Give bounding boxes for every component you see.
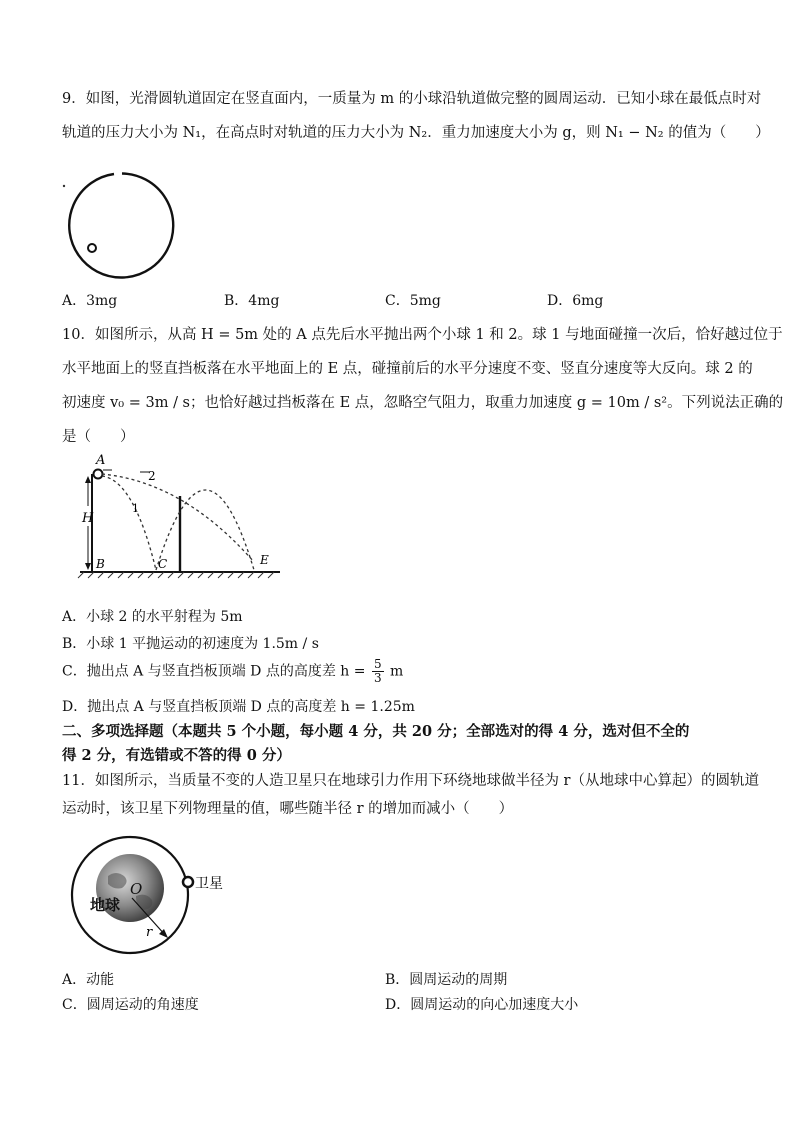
q9-circle-track-figure (62, 168, 192, 280)
q10-line-3: 初速度 v₀ = 3m / s；也恰好越过挡板落在 E 点，忽略空气阻力，取重力加速度 g = 10m / s²。下列说法正确的 (62, 395, 784, 411)
q9-option-c[interactable]: C．5mg (385, 293, 441, 309)
q11-option-d[interactable]: D．圆周运动的向心加速度大小 (385, 997, 579, 1013)
q11-satellite-orbit-figure (62, 832, 242, 958)
ball-icon (88, 244, 96, 252)
question-9 (62, 82, 770, 150)
label-C: C (158, 557, 168, 571)
section-2-heading (62, 720, 742, 768)
q9-option-b[interactable]: B．4mg (224, 293, 280, 309)
label-O: O (130, 880, 143, 898)
q10-option-c-unit: m (390, 663, 404, 680)
label-satellite: 卫星 (195, 876, 223, 892)
question-11 (62, 764, 759, 826)
q11-line-1: 11．如图所示，当质量不变的人造卫星只在地球引力作用下环绕地球做半径为 r（从地球中心算起）的圆轨道 (62, 773, 759, 789)
q11-option-b[interactable]: B．圆周运动的周期 (385, 972, 508, 988)
q9-option-d[interactable]: D．6mg (547, 293, 604, 309)
fraction-numerator: 5 (373, 657, 382, 671)
label-B: B (96, 557, 105, 571)
satellite-icon (183, 877, 193, 887)
q9-line-2: 轨道的压力大小为 N₁，在高点时对轨道的压力大小为 N₂．重力加速度大小为 g，则 N₁ − N₂ 的值为（ ） (62, 125, 770, 141)
q11-line-2: 运动时，该卫星下列物理量的值，哪些随半径 r 的增加而减小（ ） (62, 801, 514, 817)
q10-option-c[interactable] (62, 658, 403, 685)
q10-option-a[interactable]: A．小球 2 的水平射程为 5m (62, 609, 243, 625)
q10-projectile-figure (74, 450, 284, 580)
q10-option-c-text: C．抛出点 A 与竖直挡板顶端 D 点的高度差 h = (62, 663, 366, 680)
q9-line-1: 9．如图，光滑圆轨道固定在竖直面内，一质量为 m 的小球沿轨道做完整的圆周运动．已知小球在最低点时对 (62, 91, 762, 107)
q10-option-d[interactable]: D．抛出点 A 与竖直挡板顶端 D 点的高度差 h = 1.25m (62, 699, 415, 715)
label-E: E (260, 553, 269, 567)
section-2-line-2: 得 2 分，有选错或不答的得 0 分） (62, 747, 291, 764)
q9-option-a[interactable]: A．3mg (62, 293, 118, 309)
label-r: r (146, 925, 153, 940)
q10-line-1: 10．如图所示，从高 H = 5m 处的 A 点先后水平抛出两个小球 1 和 2。球 1 与地面碰撞一次后，恰好越过位于 (62, 327, 783, 343)
label-A: A (96, 453, 106, 468)
q11-option-c[interactable]: C．圆周运动的角速度 (62, 997, 199, 1013)
q10-line-2: 水平地面上的竖直挡板落在水平地面上的 E 点，碰撞前后的水平分速度不变、竖直分速度等大反向。球 2 的 (62, 361, 753, 377)
fraction-denominator: 3 (373, 671, 382, 685)
question-10 (62, 318, 784, 454)
q11-option-a[interactable]: A．动能 (62, 972, 115, 988)
label-ball-1: 1 (132, 502, 139, 515)
q10-option-c-fraction (372, 658, 384, 685)
q10-option-b[interactable]: B．小球 1 平抛运动的初速度为 1.5m / s (62, 636, 319, 652)
q10-line-4: 是（ ） (62, 429, 135, 445)
section-2-line-1: 二、多项选择题（本题共 5 个小题，每小题 4 分，共 20 分；全部选对的得 4 分，选对但不全的 (62, 723, 690, 740)
label-ball-2: 2 (148, 469, 156, 483)
ball-A-icon (94, 470, 103, 479)
label-earth: 地球 (90, 896, 121, 914)
label-H: H (82, 511, 94, 526)
